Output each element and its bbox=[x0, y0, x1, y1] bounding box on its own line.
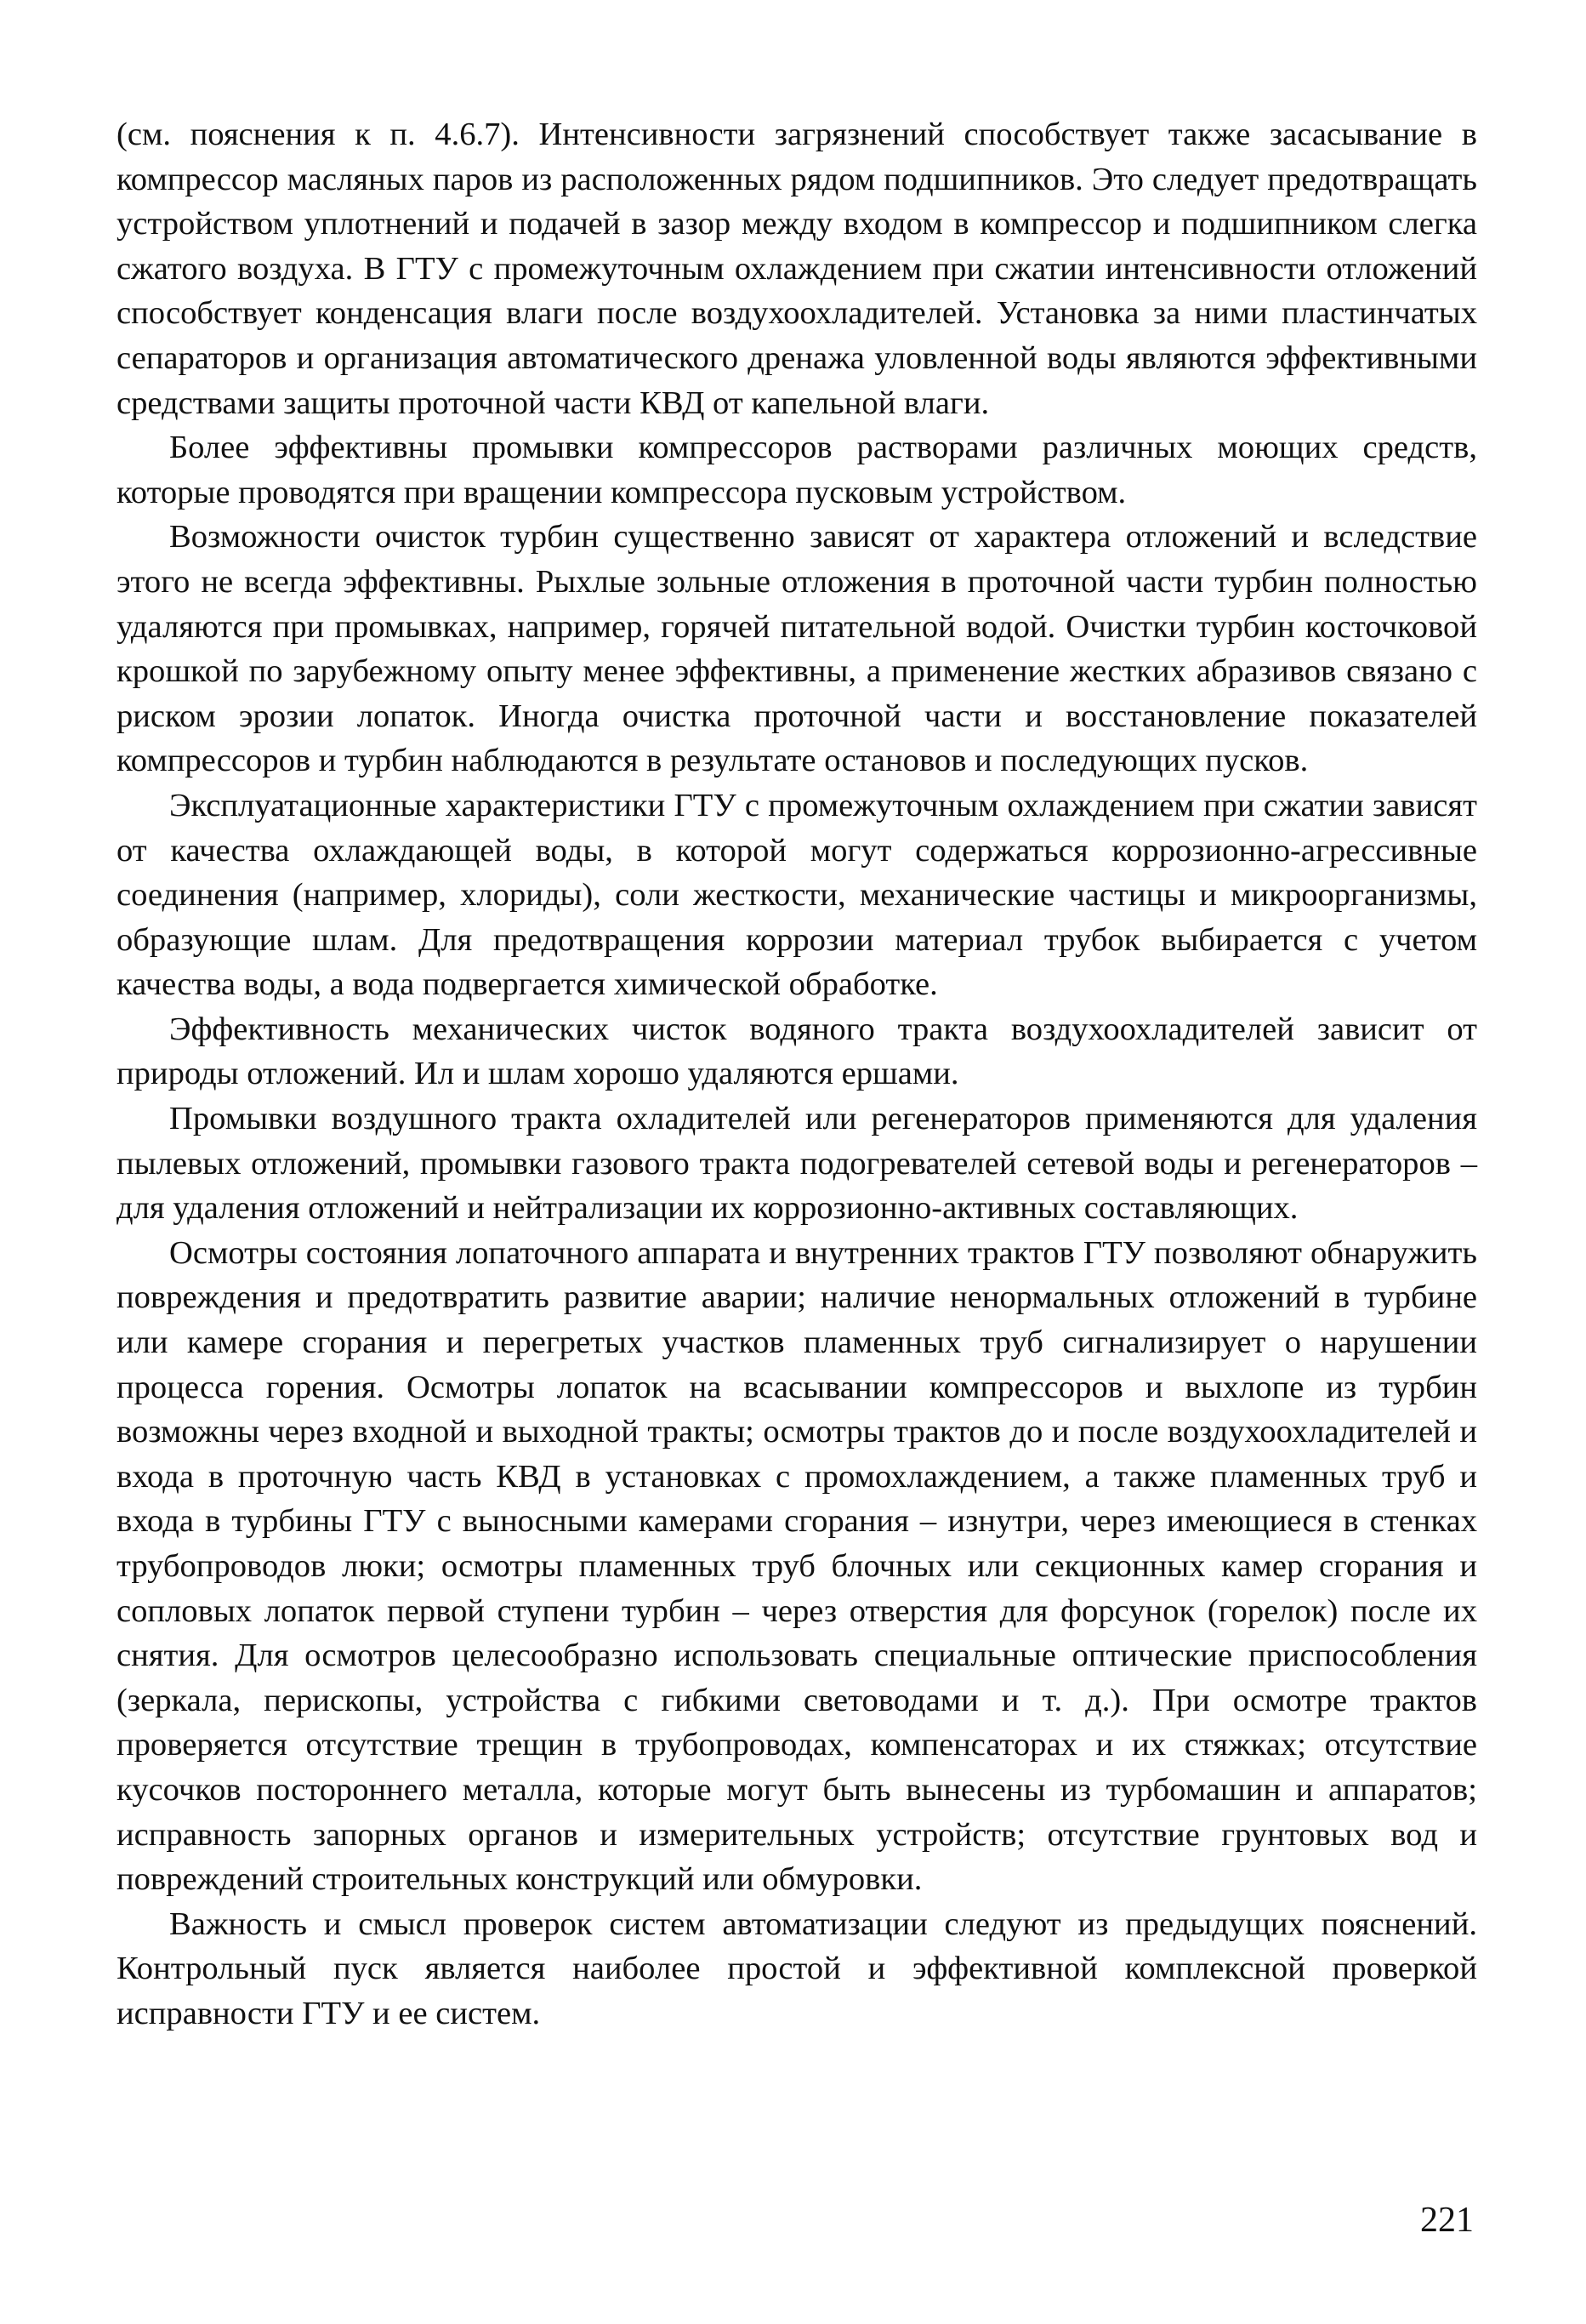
paragraph-air-tract-washing: Промывки воздушного тракта охладителей или регенераторов применяются для удаления пылевых отложений, промывки газового тракта подогревателей сетевой воды и регенераторов – для удаления отложений и нейтрализации их коррозионно-активных составляющих. bbox=[117, 1101, 1477, 1227]
paragraph-mechanical-cleaning: Эффективность механических чисток водяного тракта воздухоохладителей зависит от природы отложений. Ил и шлам хорошо удаляются ершами. bbox=[117, 1011, 1477, 1092]
page-body bbox=[117, 112, 1477, 2036]
paragraph-cooling-water: Эксплуатационные характеристики ГТУ с промежуточным охлаждением при сжатии зависят от качества охлаждающей воды, в которой могут содержаться коррозионно-агрессивные соединения (например, хлориды), соли жесткости, механические частицы и микроорганизмы, образующие шлам. Для предотвращения коррозии материал трубок выбирается с учетом качества воды, а вода подвергается химической обработке. bbox=[117, 787, 1477, 1003]
paragraph-continuation: (см. пояснения к п. 4.6.7). Интенсивности загрязнений способствует также засасывание в компрессор масляных паров из расположенных рядом подшипников. Это следует предотвращать устройством уплотнений и подачей в зазор между входом в компрессор и подшипником слегка сжатого воздуха. В ГТУ с промежуточным охлаждением при сжатии интенсивности отложений способствует конденсация влаги после воздухоохладителей. Установка за ними пластинчатых сепараторов и организация автоматического дренажа уловленной воды являются эффективными средствами защиты проточной части КВД от капельной влаги. bbox=[117, 117, 1477, 421]
paragraph-inspections: Осмотры состояния лопаточного аппарата и внутренних трактов ГТУ позволяют обнаружить повреждения и предотвратить развитие аварии; наличие ненормальных отложений в турбине или камере сгорания и перегретых участков пламенных труб сигнализирует о нарушении процесса горения. Осмотры лопаток на всасывании компрессоров и выхлопе из турбин возможны через входной и выходной тракты; осмотры трактов до и после воздухоохладителей и входа в проточную часть КВД в установках с промохлаждением, а также пламенных труб и входа в турбины ГТУ с выносными камерами сгорания – изнутри, через имеющиеся в стенках трубопроводов люки; осмотры пламенных труб блочных или секционных камер сгорания и сопловых лопаток первой ступени турбин – через отверстия для форсунок (горелок) после их снятия. Для осмотров целесообразно использовать специальные оптические приспособления (зеркала, перископы, устройства с гибкими световодами и т. д.). При осмотре трактов проверяется отсутствие трещин в трубопроводах, компенсаторах и их стяжках; отсутствие кусочков постороннего металла, которые могут быть вынесены из турбомашин и аппаратов; исправность запорных органов и измерительных устройств; отсутствие грунтовых вод и повреждений строительных конструкций или обмуровки. bbox=[117, 1234, 1477, 1898]
page-number: 221 bbox=[1420, 2201, 1474, 2240]
paragraph-turbine-cleaning: Возможности очисток турбин существенно зависят от характера отложений и вследствие этого не всегда эффективны. Рыхлые зольные отложения в проточной части турбин полностью удаляются при промывках, например, горячей питательной водой. Очистки турбин косточковой крошкой по зарубежному опыту менее эффективны, а применение жестких абразивов связано с риском эрозии лопаток. Иногда очистка проточной части и восстановление показателей компрессоров и турбин наблюдаются в результате остановов и последующих пусков. bbox=[117, 519, 1477, 779]
paragraph-automation-checks: Важность и смысл проверок систем автоматизации следуют из предыдущих пояснений. Контрольный пуск является наиболее простой и эффективной комплексной проверкой исправности ГТУ и ее систем. bbox=[117, 1905, 1477, 2031]
paragraph-compressor-washing: Более эффективны промывки компрессоров растворами различных моющих средств, которые проводятся при вращении компрессора пусковым устройством. bbox=[117, 430, 1477, 510]
